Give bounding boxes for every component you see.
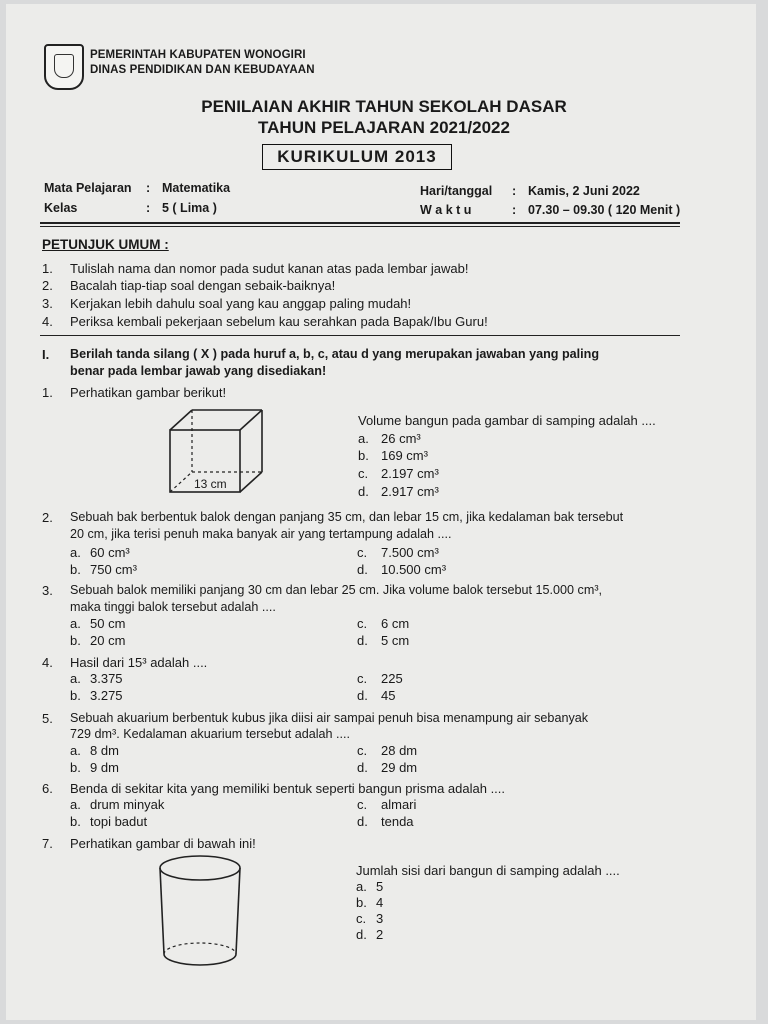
- question-text: 729 dm³. Kedalaman akuarium tersebut adalah ....: [70, 727, 351, 741]
- option-letter: c.: [357, 545, 368, 560]
- option-letter: c.: [357, 743, 368, 758]
- option-letter: d.: [357, 760, 368, 775]
- separator: :: [512, 184, 517, 198]
- option-letter: c.: [358, 466, 369, 481]
- question-intro: Perhatikan gambar di bawah ini!: [70, 836, 256, 851]
- option-letter: b.: [70, 562, 81, 577]
- option-text: 3.275: [90, 688, 123, 703]
- question-number: 4.: [42, 655, 53, 670]
- divider: [40, 222, 680, 224]
- option-letter: b.: [70, 688, 81, 703]
- option-text: almari: [381, 797, 417, 812]
- instruction-num: 4.: [42, 314, 53, 329]
- school-year: TAHUN PELAJARAN 2021/2022: [258, 118, 510, 137]
- option-letter: a.: [70, 671, 81, 686]
- separator: :: [146, 181, 151, 195]
- divider: [40, 335, 680, 336]
- question-number: 2.: [42, 510, 53, 525]
- regency-emblem-icon: [44, 44, 84, 90]
- option-text: 9 dm: [90, 760, 119, 775]
- subject-value: Matematika: [162, 181, 231, 195]
- question-text: Sebuah balok memiliki panjang 30 cm dan lebar 25 cm. Jika volume balok tersebut 15.000 cm³,: [70, 583, 603, 597]
- question-number: 5.: [42, 711, 53, 726]
- option-text: 26 cm³: [381, 431, 421, 446]
- option-text: 60 cm³: [90, 545, 130, 560]
- question-text: 20 cm, jika terisi penuh maka banyak air yang tertampung adalah ....: [70, 527, 452, 541]
- option-text: tenda: [381, 814, 414, 829]
- option-letter: a.: [358, 431, 369, 446]
- option-letter: a.: [70, 545, 81, 560]
- option-letter: a.: [70, 616, 81, 631]
- option-letter: a.: [70, 743, 81, 758]
- option-text: 20 cm: [90, 633, 126, 648]
- option-text: 2.197 cm³: [381, 466, 439, 481]
- option-text: 7.500 cm³: [381, 545, 439, 560]
- option-text: 29 dm: [381, 760, 418, 775]
- question-text: Volume bangun pada gambar di samping adalah ....: [358, 413, 656, 428]
- instruction-num: 2.: [42, 278, 53, 293]
- option-text: 6 cm: [381, 616, 410, 631]
- option-text: 225: [381, 671, 403, 686]
- separator: :: [512, 203, 517, 217]
- option-text: 4: [376, 895, 384, 910]
- divider: [40, 226, 680, 227]
- question-text: Sebuah akuarium berbentuk kubus jika diisi air sampai penuh bisa menampung air sebanyak: [70, 711, 589, 725]
- question-text: maka tinggi balok tersebut adalah ....: [70, 600, 276, 614]
- option-letter: c.: [357, 797, 368, 812]
- section-instruction: Berilah tanda silang ( X ) pada huruf a, b, c, atau d yang merupakan jawaban yang paling: [70, 347, 600, 361]
- option-letter: a.: [356, 879, 367, 894]
- option-letter: c.: [356, 911, 367, 926]
- government-name: PEMERINTAH KABUPATEN WONOGIRI: [90, 49, 306, 61]
- option-letter: d.: [357, 633, 368, 648]
- cylinder-figure: [155, 850, 247, 975]
- option-text: 8 dm: [90, 743, 119, 758]
- cube-edge-label: 13 cm: [194, 477, 227, 491]
- option-text: topi badut: [90, 814, 148, 829]
- question-number: 7.: [42, 836, 53, 851]
- instruction-text: Bacalah tiap-tiap soal dengan sebaik-baiknya!: [70, 278, 336, 293]
- option-text: 750 cm³: [90, 562, 137, 577]
- option-letter: d.: [357, 562, 368, 577]
- option-text: 169 cm³: [381, 448, 428, 463]
- curriculum-box: KURIKULUM 2013: [262, 144, 452, 170]
- option-letter: c.: [357, 671, 368, 686]
- option-text: 5: [376, 879, 384, 894]
- option-text: 5 cm: [381, 633, 410, 648]
- separator: :: [146, 201, 151, 215]
- question-text: Hasil dari 15³ adalah ....: [70, 655, 208, 670]
- class-value: 5 ( Lima ): [162, 201, 217, 215]
- option-letter: d.: [356, 927, 367, 942]
- question-text: Sebuah bak berbentuk balok dengan panjang 35 cm, dan lebar 15 cm, jika kedalaman bak tersebut: [70, 510, 624, 524]
- time-value: 07.30 – 09.30 ( 120 Menit ): [528, 203, 681, 217]
- option-text: drum minyak: [90, 797, 165, 812]
- instruction-num: 1.: [42, 261, 53, 276]
- option-letter: d.: [358, 484, 369, 499]
- question-text: Benda di sekitar kita yang memiliki bentuk seperti bangun prisma adalah ....: [70, 781, 506, 796]
- option-text: 50 cm: [90, 616, 126, 631]
- question-number: 1.: [42, 385, 53, 400]
- exam-title: PENILAIAN AKHIR TAHUN SEKOLAH DASAR: [201, 97, 567, 116]
- department-name: DINAS PENDIDIKAN DAN KEBUDAYAAN: [90, 64, 315, 76]
- day-value: Kamis, 2 Juni 2022: [528, 184, 640, 198]
- section-instruction: benar pada lembar jawab yang disediakan!: [70, 364, 327, 378]
- option-text: 45: [381, 688, 396, 703]
- option-letter: d.: [357, 688, 368, 703]
- question-text: Jumlah sisi dari bangun di samping adalah ....: [356, 863, 620, 878]
- option-letter: d.: [357, 814, 368, 829]
- instructions-title: PETUNJUK UMUM :: [42, 237, 169, 252]
- question-number: 6.: [42, 781, 53, 796]
- option-letter: b.: [70, 633, 81, 648]
- option-text: 28 dm: [381, 743, 418, 758]
- day-label: Hari/tanggal: [420, 184, 493, 198]
- class-label: Kelas: [44, 201, 78, 215]
- option-text: 10.500 cm³: [381, 562, 447, 577]
- question-number: 3.: [42, 583, 53, 598]
- option-letter: b.: [358, 448, 369, 463]
- option-letter: a.: [70, 797, 81, 812]
- option-text: 2.917 cm³: [381, 484, 439, 499]
- section-number: I.: [42, 347, 50, 362]
- option-text: 3.375: [90, 671, 123, 686]
- option-letter: b.: [70, 760, 81, 775]
- option-letter: b.: [356, 895, 367, 910]
- option-text: 2: [376, 927, 384, 942]
- instruction-num: 3.: [42, 296, 53, 311]
- instruction-text: Kerjakan lebih dahulu soal yang kau anggap paling mudah!: [70, 296, 412, 311]
- instruction-text: Tulislah nama dan nomor pada sudut kanan atas pada lembar jawab!: [70, 261, 469, 276]
- option-letter: c.: [357, 616, 368, 631]
- subject-label: Mata Pelajaran: [44, 181, 132, 195]
- instruction-text: Periksa kembali pekerjaan sebelum kau serahkan pada Bapak/Ibu Guru!: [70, 314, 488, 329]
- time-label: W a k t u: [420, 203, 472, 217]
- option-text: 3: [376, 911, 384, 926]
- question-intro: Perhatikan gambar berikut!: [70, 385, 227, 400]
- option-letter: b.: [70, 814, 81, 829]
